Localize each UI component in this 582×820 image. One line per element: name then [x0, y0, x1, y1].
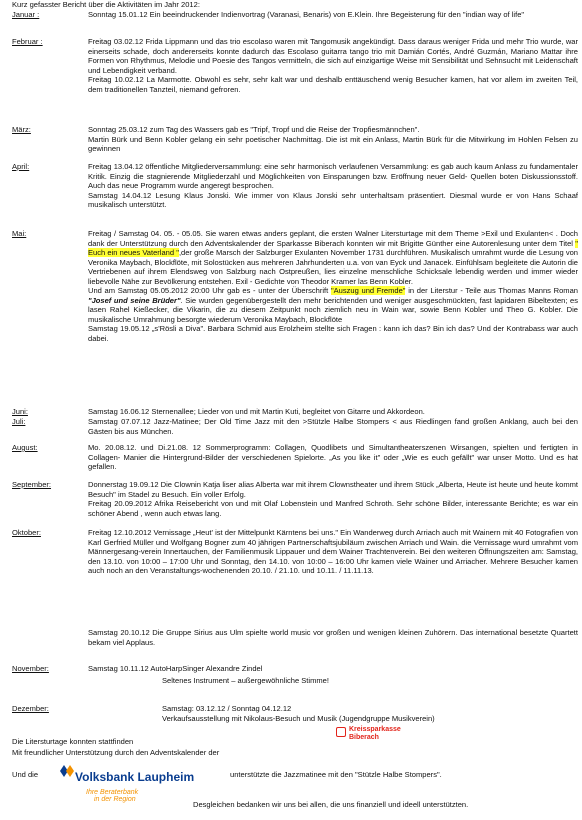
entry-juni: [88, 407, 578, 417]
entry-text: Donnerstag 19.09.12 Die Clownin Katja liser alias Alberta war mit ihrem Clownstheater und ihrem Stück „Alberta, Heute ist heute und heute kommt Besuch" im Stadel zu Besuch. Ein voller Erfolg.: [88, 480, 578, 499]
highlighted-title: "Auszug und Fremde": [330, 286, 406, 296]
month-label-september: September:: [12, 480, 52, 489]
month-label-april: April:: [12, 162, 30, 171]
month-label-mai: Mai:: [12, 229, 27, 238]
volksbank-slogan: Ihre Beraterbank in der Region: [86, 789, 139, 803]
entry-text: Freitag 13.04.12 öffentliche Mitgliederversammlung: eine sehr harmonisch verlaufenen Versammlung: es gab auch kaum Anlass zu fundamentaler Kritik. Einzig die stagnierende Mitgliederzahl und Möglichkeiten von Einsparungen bzw. Eröffnung neuer Geld- Quellen boten Diskussionsstoff. Auch das neue Programm wurde angeregt besprochen.: [88, 162, 578, 191]
footer-line-1: Die Litersturtage konnten stattfinden: [12, 737, 134, 746]
entry-text: Samstag 07.07.12 Jazz-Matinee; Der Old Time Jazz mit den >Stützle Halbe Stompers < aus Riedlingen fand großen Anklang, auch bei den Gästen bis aus München.: [88, 417, 578, 436]
entry-text: Freitag / Samstag 04. 05. - 05.05. Sie waren etwas anders geplant, die ersten Walner Litersturtage mit dem Theme >Exil und Exulanten< . Doch dank der Unterstützung durch den Adventskalender der Sparkasse Biberach konnten wir mit Brigitte Günther eine Autorenlesung unter dem Titel " Euch ein neues Vaterland ",der große Marsch der Salzburger Exulanten November 1731 durchführen. Musikalisch umrahmt wurde die Lesung von Veronika Maybach, Blockflöte, mit Solostücken aus mehreren Jahrhunderten u.a. von van Eyck und Janacek. Einfühlsam begleitete die Autorin die Vertriebenen auf ihrem Elendsweg von Salzburg nach Ostpreußen, lies einzelne menschliche Schicksale lebendig werden und immer wieder liebevolle Nähe zur Bevölkerung entstehen. Exil - Gedichte von Theodor Kramer las Benn Kobler.: [88, 229, 579, 286]
entry-text: Sonntag 15.01.12 Ein beeindruckender Indienvortrag (Varanasi, Benaris) von E.Klein. Ihre Begeisterung für den "indian way of life": [88, 10, 525, 19]
entry-dezember: Samstag: 03.12.12 / Sonntag 04.12.12: [162, 704, 292, 713]
month-label-august: August:: [12, 443, 38, 452]
entry-mai: [88, 229, 578, 344]
month-label-maerz: März:: [12, 125, 31, 134]
footer-line-3: Und die: [12, 770, 39, 779]
entry-text: Freitag 10.02.12 La Marmotte. Obwohl es sehr, sehr kalt war und deshalb enttäuschend wenig Besucher kamen, hat vor allem im zweiten Teil, dem traditionellen Tanzteil, niemand gefroren.: [88, 75, 578, 94]
entry-februar: [88, 37, 578, 94]
entry-oktober-2: [88, 628, 578, 647]
entry-text: Freitag 12.10.2012 Vernissage „Heut' ist der Mittelpunkt Kärntens bei uns." Ein Wanderweg durch Arriach auch mit Wainern mit 40 Fotografien von Karl Gerfried Müller und Wolfgang Bogner zum 40 jährigen Partnerschaftsjubiläum zwischen Arriach und Wain. die Vernissage wurd umrahmt vom Männergesang-verein Innertauchen, der Familienmusik Lippauer und dem Wainer Trachtenverein. Bei den weiteren Öffnungszeiten am: Samstag, den 13.10. von 10:00 – 17:00 Uhr und Sonntag, den 14.10. von 10:00 – 16:00 Uhr kamen viele Wainer und Arriacher. Mehrere Besucher kamen auch noch an den Veranstaltungs-wochenenden 20.10. / 21.10. und 10.11. / 11.11.13.: [88, 528, 578, 576]
month-label-dezember: Dezember:: [12, 704, 49, 713]
volksbank-logo: [50, 764, 210, 808]
entry-text: Samstag 16.06.12 Sternenallee; Lieder von und mit Martin Kuti, begleitet von Gitarre und Akkordeon.: [88, 407, 425, 416]
entry-september: [88, 480, 578, 518]
entry-maerz: [88, 125, 578, 154]
entry-text: Freitag 20.09.2012 Afrika Reisebericht von und mit Olaf Lobenstein und Manfred Schroth. Sehr schöne Bilder, interessante Berichte; es war ein schöner Abend , wenn auch etwas lang.: [88, 499, 578, 518]
entry-november: [88, 664, 578, 674]
month-label-januar: Januar :: [12, 10, 40, 19]
entry-text: Samstag 10.11.12 AutoHarpSinger Alexandre Zindel: [88, 664, 263, 673]
entry-text: Mo. 20.08.12. und Di.21.08. 12 Sommerprogramm: Collagen, Quodlibets und Simultantheaterszenen Wirsangen, spielten und fertigten in Collagen- Manier die Hintergrund-Bilder der verschiedenen Spielorte. „As you like it" oder „Wie es euch gefällt" war unser Motto. Und es hat gefallen.: [88, 443, 578, 472]
footer-line-4: Desgleichen bedanken wir uns bei allen, die uns finanziell und ideell unterstützten.: [193, 800, 469, 809]
entry-januar: [88, 10, 578, 20]
highlighted-title: " Euch ein neues Vaterland ": [88, 238, 578, 258]
month-label-februar: Februar :: [12, 37, 43, 46]
entry-april: [88, 162, 578, 210]
entry-text: Sonntag 25.03.12 zum Tag des Wassers gab es "Tripf, Tropf und die Reise der Tropfiesmännchen".: [88, 125, 420, 134]
book-title: "Josef und seine Brüder": [88, 295, 181, 305]
entry-text: Und am Samstag 05.05.2012 20:00 Uhr gab es - unter der Überschrift "Auszug und Fremde" in der Literstur - Teile aus Thomas Manns Roman "Josef und seine Brüder". Sie wurden gegenübergestellt den mehr berichtenden und weniger ausgeschmückten, fast lapidaren Bibeltexten; es lasen Rahel Kießecker, die Vikarin, die zu diesem Zeitpunkt noch ziemlich neu in Wain war, sowie Benn Kobler und Theo G. Kobler. Die musikalische Umrahmung besorgte wiederum Veronika Maybach, Blockflöte: [88, 286, 579, 324]
month-label-oktober: Oktober:: [12, 528, 41, 537]
entry-text: Samstag 20.10.12 Die Gruppe Sirius aus Ulm spielte world music vor großen und wenigen kleinen Zuhörern. Das international besetzte Quartett bekam viel Applaus.: [88, 628, 578, 647]
entry-dezember-sub: Verkaufsausstellung mit Nikolaus-Besuch und Musik (Jugendgruppe Musikverein): [162, 714, 435, 723]
sparkasse-icon: [336, 727, 346, 737]
kreissparkasse-logo: Kreissparkasse Biberach: [336, 726, 401, 742]
entry-text: Martin Bürk und Benn Kobler gelang ein sehr poetischer Nachmittag. Die ist mit ein Anlass, Martin Bürk für die Mitwirkung im Hohlen Felsen zu gewinnen: [88, 134, 578, 154]
entry-text: Freitag 03.02.12 Frida Lippmann und das trio escolaso waren mit Tangomusik angekündigt. Dass daraus weniger Frida und mehr Trio wurde, war einerseits schade, doch andererseits konnte dadurch das Escolaso guitarra tango trio mit Damián Cortés, André Guzmán, Mariano Mattar ihre Formen von Rhythmus, Melodie und Poesie des Tangos vermitteln, die sich auf einzigartige Weise mit Sensibilität und Sehnsucht mit Leidenschaft und Lebendigkeit verband.: [88, 37, 578, 75]
footer-line-2: Mit freundlicher Unterstützung durch den Adventskalender der: [12, 748, 220, 757]
month-label-juli: Juli:: [12, 417, 26, 426]
month-label-november: November:: [12, 664, 49, 673]
entry-oktober: [88, 528, 578, 576]
entry-text: Samstag 19.05.12 „s'Rösli a Diva". Barbara Schmid aus Erolzheim stellte sich Fragen : kann ich das? Bin ich das? Und der Kontrabass war auch dabei.: [88, 324, 578, 344]
entry-august: [88, 443, 578, 472]
month-label-juni: Juni:: [12, 407, 28, 416]
entry-november-sub: Seltenes Instrument – außergewöhnliche Stimme!: [162, 676, 329, 685]
intro-text: Kurz gefasster Bericht über die Aktivitäten im Jahr 2012:: [12, 0, 200, 9]
entry-text: Samstag 14.04.12 Lesung Klaus Jonski. Wie immer von Klaus Jonski sehr unterhaltsam präsentiert. Diesmal wurde er von Hans Schaaf musikalisch unterstützt.: [88, 190, 578, 210]
entry-juli: [88, 417, 578, 436]
footer-line-3b: unterstützte die Jazzmatinee mit den "Stützle Halbe Stompers".: [230, 770, 442, 779]
volksbank-name: Volksbank Laupheim: [75, 770, 195, 784]
